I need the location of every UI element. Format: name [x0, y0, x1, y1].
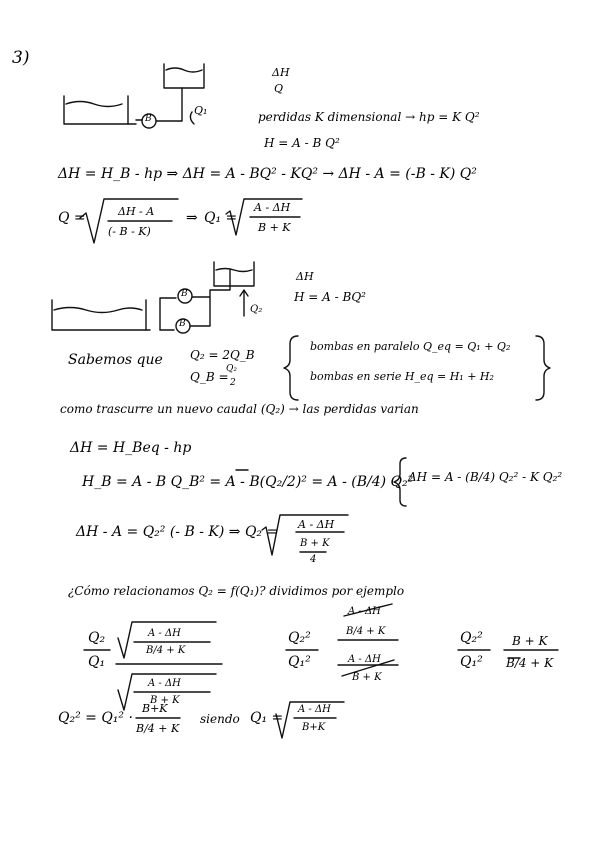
- result-numerator: B + K: [512, 634, 548, 648]
- relation-q2: Q₂ = 2Q_B: [190, 348, 255, 362]
- pump-bottom-label: B: [179, 319, 186, 329]
- energy-equation: ΔH = H_B - hp ⇒ ΔH = A - BQ² - KQ² → ΔH - A = (-B - K) Q²: [58, 166, 477, 182]
- relation-qb-lhs: Q_B =: [190, 370, 229, 384]
- implies-arrow-1: ⇒: [186, 210, 198, 226]
- q2-den-top: B + K: [300, 538, 330, 549]
- sabemos-que: Sabemos que: [68, 352, 163, 368]
- problem-number: 3): [12, 48, 30, 68]
- result-lhs-den: Q₁²: [460, 654, 483, 670]
- inner-denominator-2: B + K: [150, 695, 180, 706]
- q2-numerator: A - ΔH: [298, 518, 335, 531]
- diagram2-flow-label: Q₂: [250, 304, 263, 315]
- note-delta-h-2: ΔH: [296, 270, 314, 283]
- siendo: siendo: [200, 712, 240, 726]
- losses-note: perdidas K dimensional → hp = K Q²: [258, 110, 480, 124]
- relation-question: ¿Cómo relacionamos Q₂ = f(Q₁)? dividimos por ejemplo: [68, 584, 405, 598]
- new-flow-note: como trascurre un nuevo caudal (Q₂) → las perdidas varian: [60, 402, 419, 416]
- note-q: Q: [274, 82, 284, 95]
- q1-numerator: A - ΔH: [254, 201, 291, 214]
- final-denominator: B/4 + K: [136, 722, 180, 735]
- note-delta-h: ΔH: [272, 66, 290, 79]
- pump-head-eq: H_B = A - B Q_B² = A - B(Q₂/2)² = A - (B/4) Q₂²: [82, 474, 414, 490]
- diagram1-pump-label: B: [145, 114, 152, 124]
- final-numerator: B+K: [142, 702, 168, 715]
- final-q1-numerator: A - ΔH: [298, 704, 331, 715]
- relation-qb-den: 2: [230, 378, 236, 388]
- q-general-lhs: Q =: [58, 210, 86, 226]
- final-lhs: Q₂² = Q₁² ·: [58, 710, 133, 726]
- system-diagram-1: [64, 64, 204, 128]
- squared-numerator: Q₂²: [288, 630, 311, 646]
- relation-qb-num: Q₂: [226, 364, 237, 374]
- pump-curve-1: H = A - B Q²: [264, 136, 340, 150]
- q2-den-bottom: 4: [310, 554, 317, 565]
- q-general-numerator: ΔH - A: [118, 205, 155, 218]
- pump-top-label: B: [181, 289, 188, 299]
- q1-denominator: B + K: [258, 221, 291, 234]
- result-denominator: B/4 + K: [506, 656, 554, 670]
- inner-numerator-2: A - ΔH: [148, 678, 181, 689]
- stacked-num-1: A - ΔH: [348, 606, 381, 617]
- ratio-numerator: Q₂: [88, 630, 106, 646]
- stacked-den-2: B + K: [352, 672, 382, 683]
- result-lhs-num: Q₂²: [460, 630, 483, 646]
- bracket-parallel: bombas en paralelo Q_eq = Q₁ + Q₂: [310, 340, 511, 353]
- final-q1-lhs: Q₁ =: [250, 710, 284, 726]
- q-general-denominator: (- B - K): [108, 225, 151, 238]
- bracket-series: bombas en serie H_eq = H₁ + H₂: [310, 370, 494, 383]
- inner-numerator-1: A - ΔH: [148, 628, 181, 639]
- energy-eq-2: ΔH = H_Beq - hp: [70, 440, 192, 456]
- q2-derivation: ΔH - A = Q₂² (- B - K) ⇒ Q₂ =: [76, 524, 279, 540]
- pump-curve-2: H = A - BQ²: [294, 290, 366, 304]
- inner-denominator-1: B/4 + K: [146, 645, 186, 656]
- stacked-den-1: B/4 + K: [346, 626, 386, 637]
- final-q1-denominator: B+K: [302, 722, 326, 733]
- combined-eq: ΔH = A - (B/4) Q₂² - K Q₂²: [408, 470, 563, 484]
- system-diagram-2: [52, 262, 254, 333]
- ratio-denominator: Q₁: [88, 654, 106, 670]
- squared-denominator: Q₁²: [288, 654, 311, 670]
- stacked-num-2: A - ΔH: [348, 654, 381, 665]
- q1-lhs: Q₁ =: [204, 210, 238, 226]
- diagram1-flow-label: Q₁: [194, 104, 208, 117]
